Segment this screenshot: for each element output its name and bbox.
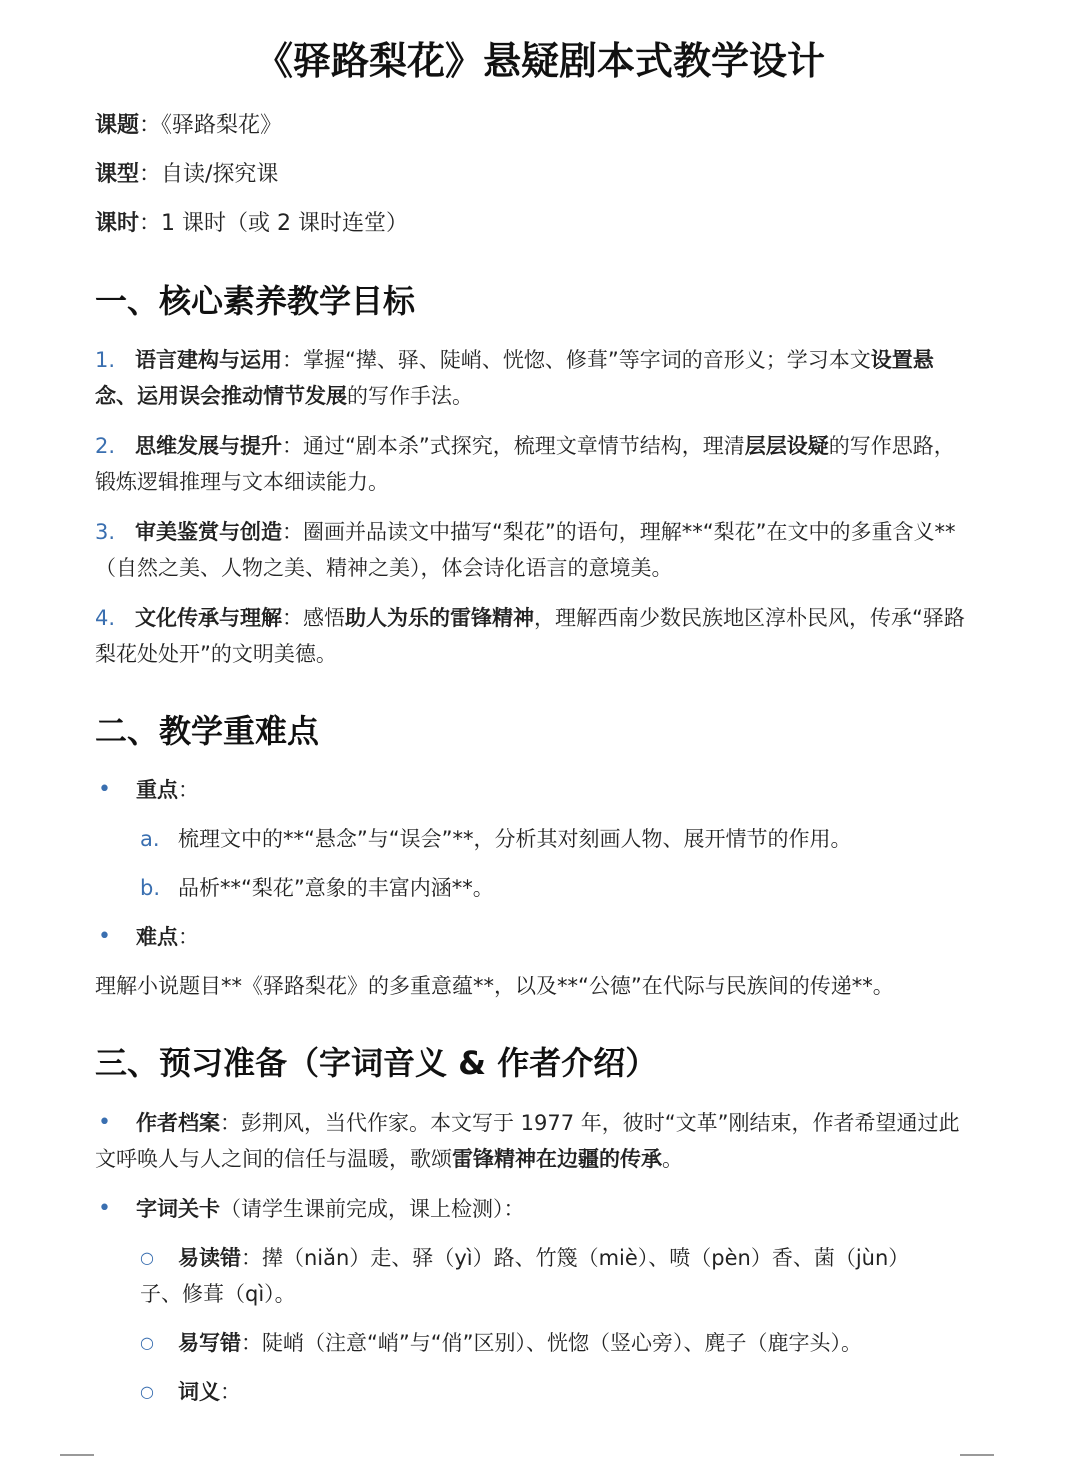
goal-label: 审美鉴赏与创造 — [135, 520, 282, 544]
misread-label: 易读错 — [178, 1246, 241, 1270]
goal-item-1 — [95, 342, 975, 414]
meta-topic — [95, 111, 282, 141]
section2-heading: 二、教学重难点 — [95, 712, 320, 750]
author-label: 作者档案 — [136, 1111, 220, 1135]
bullet-icon: • — [98, 777, 111, 802]
goal-text: ：感悟 — [282, 606, 345, 630]
goal-item-2 — [95, 428, 975, 500]
bullet-icon: • — [98, 1196, 111, 1221]
meta-topic-label: 课题 — [95, 113, 140, 138]
section3-heading: 三、预习准备（字词音义 & 作者介绍） — [95, 1044, 658, 1082]
goal-text: ：圈画并品读文中描写“梨花”的语句，理解**“梨花”在文中的多重含义**（自然之美、人物之美、精神之美），体会诗化语言的意境美。 — [95, 520, 956, 580]
meaning-text: ： — [220, 1380, 241, 1404]
vocab-easy-misread — [140, 1240, 930, 1312]
difficult-point-text: 理解小说题目**《驿路梨花》的多重意蕴**，以及**“公德”在代际与民族间的传递**。 — [95, 974, 894, 998]
key-point-a-text: 梳理文中的**“悬念”与“误会”**，分析其对刻画人物、展开情节的作用。 — [178, 827, 852, 851]
goal-item-4 — [95, 600, 975, 672]
key-point-b-text: 品析**“梨花”意象的丰富内涵**。 — [178, 876, 494, 900]
list-letter: b. — [140, 876, 161, 900]
goal-item-3 — [95, 514, 975, 586]
goal-text: ：掌握“撵、驿、陡峭、恍惚、修葺”等字词的音形义；学习本文 — [282, 348, 871, 372]
author-bold-text: 雷锋精神在边疆的传承 — [452, 1147, 662, 1171]
miswrite-label: 易写错 — [178, 1331, 241, 1355]
section1-heading: 一、核心素养教学目标 — [95, 282, 416, 320]
goal-number: 4. — [95, 606, 116, 630]
meta-hours — [95, 209, 408, 239]
goal-bold-text: 层层设疑 — [744, 434, 829, 458]
meta-type-value: ：自读/探究课 — [139, 162, 279, 187]
circle-bullet-icon: ○ — [140, 1333, 154, 1352]
page-corner-mark-right — [960, 1454, 994, 1464]
goal-bold-text: 助人为乐的雷锋精神 — [345, 606, 534, 630]
vocab-checkpoint: 字词关卡（请学生课前完成，课上检测）： — [136, 1197, 525, 1221]
difficult-point-label: 难点： — [136, 925, 199, 949]
goal-text-end: 的写作手法。 — [347, 384, 473, 408]
misread-text: ：撵（niǎn）走、驿（yì）路、竹篾（miè）、喷（pèn）香、菌（jùn）子、修葺（qì）。 — [140, 1246, 910, 1306]
goal-number: 3. — [95, 520, 116, 544]
meta-type — [95, 160, 278, 190]
list-letter: a. — [140, 827, 160, 851]
circle-bullet-icon: ○ — [140, 1248, 154, 1267]
meta-topic-value: ：《驿路梨花》 — [139, 113, 283, 138]
bullet-icon: • — [98, 924, 111, 949]
meta-hours-value: ：1 课时（或 2 课时连堂） — [139, 211, 408, 236]
author-text: ：彭荆风，当代作家。本文写于 1977 年，彼时“文革”刚结束，作者希望通过此文呼唤人与人之间的信任与温暖，歌颂 — [95, 1111, 960, 1171]
vocab-easy-miswrite — [178, 1325, 978, 1361]
document-title: 《驿路梨花》悬疑剧本式教学设计 — [254, 39, 825, 83]
circle-bullet-icon: ○ — [140, 1382, 154, 1401]
key-point-b — [140, 870, 980, 906]
vocab-meaning — [178, 1374, 578, 1410]
bullet-icon: • — [98, 1110, 111, 1135]
goal-number: 2. — [95, 434, 116, 458]
author-text-end: 。 — [662, 1147, 683, 1171]
goal-text-end: 的写作思路，锻炼逻辑推理与文本细读能力。 — [95, 434, 955, 494]
miswrite-text: ：陡峭（注意“峭”与“俏”区别）、恍惚（竖心旁）、麂子（鹿字头）。 — [241, 1331, 863, 1355]
key-point-a — [140, 821, 980, 857]
goal-label: 思维发展与提升 — [135, 434, 282, 458]
meta-type-label: 课型 — [95, 162, 140, 187]
goal-text: ：通过“剧本杀”式探究，梳理文章情节结构，理清 — [282, 434, 745, 458]
goal-text-end: ，理解西南少数民族地区淳朴民风，传承“驿路梨花处处开”的文明美德。 — [95, 606, 965, 666]
meta-hours-label: 课时 — [95, 211, 140, 236]
page-corner-mark-left — [60, 1454, 94, 1464]
goal-label: 文化传承与理解 — [135, 606, 282, 630]
goal-label: 语言建构与运用 — [135, 348, 282, 372]
author-profile — [95, 1105, 975, 1177]
goal-bold-text: 设置悬念、运用误会推动情节发展 — [95, 348, 934, 408]
goal-number: 1. — [95, 348, 116, 372]
meaning-label: 词义 — [178, 1380, 220, 1404]
key-point-label: 重点： — [136, 778, 199, 802]
